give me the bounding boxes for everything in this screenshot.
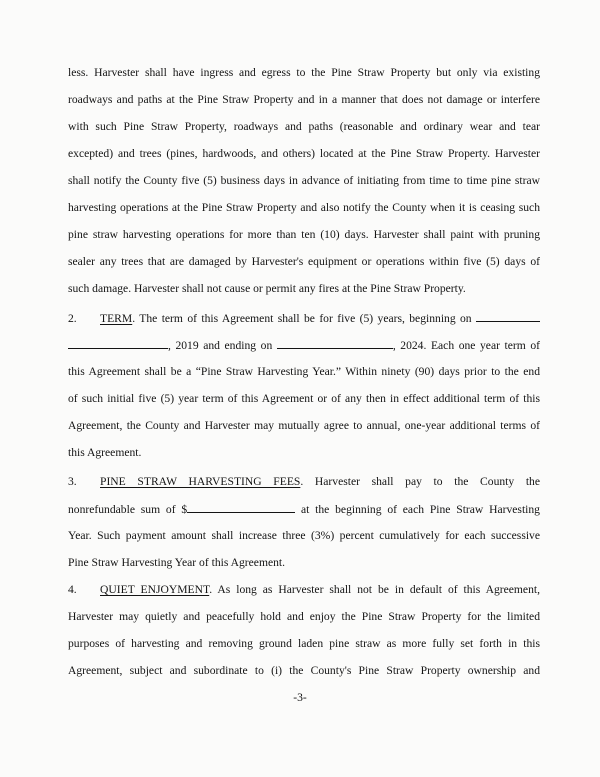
section-text: . As long as Harvester shall not be in default of this Agreement, <box>209 583 540 596</box>
blank-field <box>68 338 168 349</box>
section-term-line <box>68 311 540 326</box>
text-line: Harvester may quietly and peacefully hold and enjoy the Pine Straw Property for the limited <box>68 610 540 623</box>
text-line: such damage. Harvester shall not cause or permit any fires at the Pine Straw Property. <box>68 282 466 295</box>
text-fragment: , 2019 and ending on <box>168 339 273 352</box>
section-text: . Harvester shall pay to the County the <box>300 475 540 488</box>
text-line: of such initial five (5) year term of this Agreement or of any then in effect additional term of this <box>68 392 540 405</box>
section-number: 2. <box>68 312 77 325</box>
section-heading-term: TERM <box>100 312 133 325</box>
text-line: pine straw harvesting operations for more than ten (10) days. Harvester shall paint with pruning <box>68 228 540 241</box>
section-quiet-line <box>68 583 540 597</box>
text-fragment: , 2024. Each one year term of <box>392 339 540 352</box>
section-heading-quiet: QUIET ENJOYMENT <box>100 583 210 596</box>
text-line: sealer any trees that are damaged by Harvester's equipment or operations within five (5) days of <box>68 255 540 268</box>
text-fragment: nonrefundable sum of $ <box>68 503 188 516</box>
text-line <box>68 502 540 517</box>
text-line: this Agreement. <box>68 446 142 459</box>
text-line: excepted) and trees (pines, hardwoods, and others) located at the Pine Straw Property. Harvester <box>68 147 540 160</box>
blank-field <box>476 311 540 322</box>
section-text: . The term of this Agreement shall be for five (5) years, beginning on <box>132 312 472 325</box>
section-heading-fees: PINE STRAW HARVESTING FEES <box>100 475 301 488</box>
text-line: Agreement, the County and Harvester may mutually agree to annual, one-year additional terms of <box>68 419 540 432</box>
blank-field <box>187 502 295 513</box>
text-line: less. Harvester shall have ingress and egress to the Pine Straw Property but only via existing <box>68 66 540 79</box>
text-line: purposes of harvesting and removing ground laden pine straw as more fully set forth in this <box>68 637 540 650</box>
text-line: Agreement, subject and subordinate to (i) the County's Pine Straw Property ownership and <box>68 664 540 677</box>
text-line: shall notify the County five (5) business days in advance of initiating from time to time pine straw <box>68 174 540 187</box>
page-number: -3- <box>293 691 307 704</box>
text-line: this Agreement shall be a “Pine Straw Harvesting Year.” Within ninety (90) days prior to the end <box>68 365 540 378</box>
text-line: with such Pine Straw Property, roadways and paths (reasonable and ordinary wear and tear <box>68 120 540 133</box>
section-fees-line <box>68 475 540 489</box>
text-line: Pine Straw Harvesting Year of this Agreement. <box>68 556 286 569</box>
text-fragment: at the beginning of each Pine Straw Harvesting <box>300 503 540 516</box>
blank-field <box>277 338 393 349</box>
text-line: Year. Such payment amount shall increase three (3%) percent cumulatively for each successive <box>68 529 540 542</box>
text-line <box>68 338 540 353</box>
text-line: harvesting operations at the Pine Straw Property and also notify the County when it is ceasing such <box>68 201 540 214</box>
section-number: 3. <box>68 475 77 488</box>
text-line: roadways and paths at the Pine Straw Property and in a manner that does not damage or interfere <box>68 93 540 106</box>
section-number: 4. <box>68 583 77 596</box>
